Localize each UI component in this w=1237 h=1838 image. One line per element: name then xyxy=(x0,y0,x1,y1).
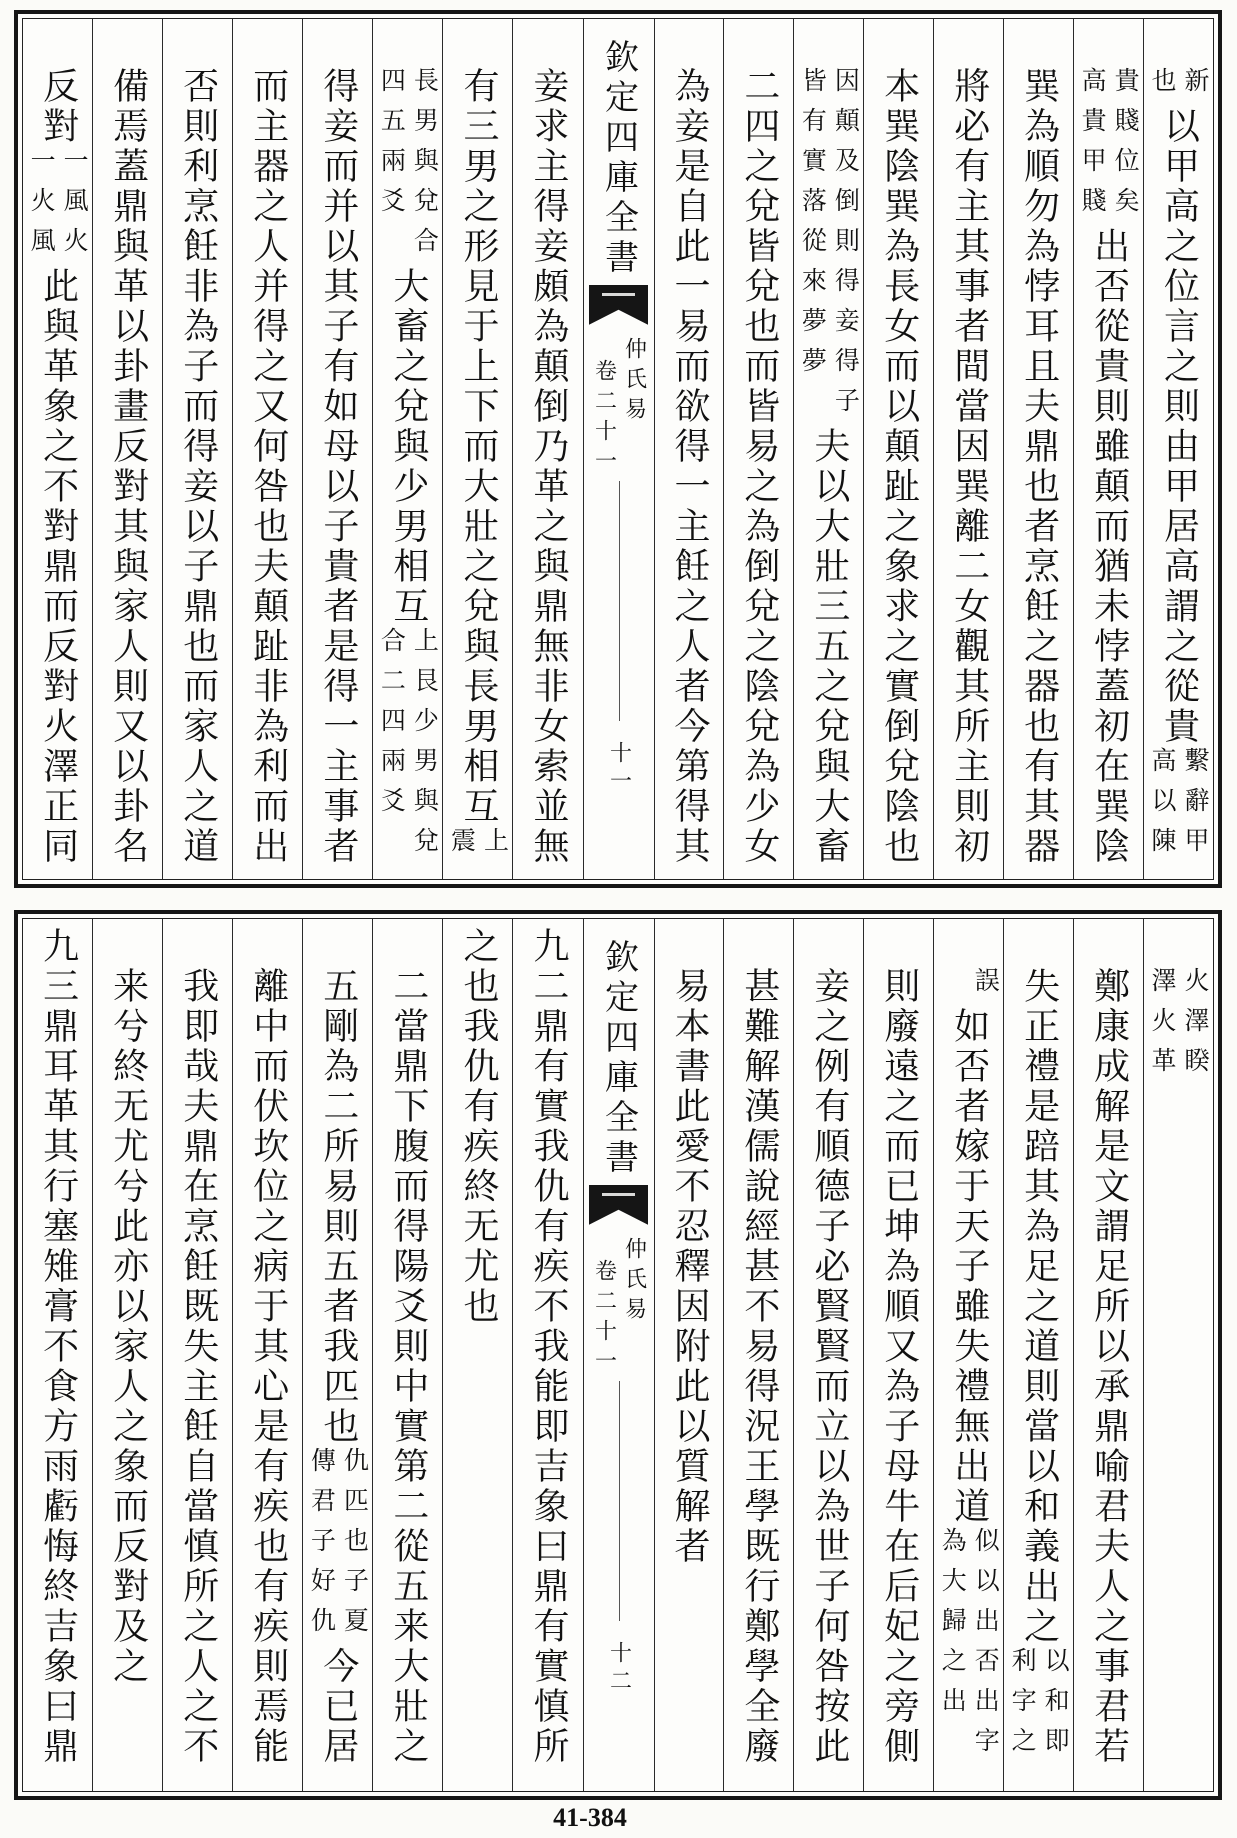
interlinear-note xyxy=(377,627,438,867)
page-number: 41-384 xyxy=(553,1803,627,1832)
text-column xyxy=(302,919,372,1791)
interlinear-note xyxy=(1078,67,1139,227)
center-rule xyxy=(619,1381,620,1621)
text-column xyxy=(933,19,1003,879)
commentary-text: 巽為順勿為悖耳且夫鼎也者烹飪之器也有其器 xyxy=(1018,67,1060,867)
note-line: 皆有實落從來夢夢 xyxy=(798,67,828,387)
note-line: 為大歸之出 xyxy=(938,1527,968,1727)
commentary-text: 此與革象之不對鼎而反對火澤正同 xyxy=(37,267,79,867)
commentary-text: 離中而伏坎位之病于其心是有疾也有疾則焉能 xyxy=(247,967,289,1767)
text-column xyxy=(793,19,863,879)
interlinear-note xyxy=(1148,967,1209,1087)
volume-label: 卷二十一 xyxy=(591,1259,617,1379)
note-line: 誤 xyxy=(971,967,1001,1007)
text-column xyxy=(232,919,302,1791)
commentary-text: 妾求主得妾頗為顛倒乃革之與鼎無非女索並無 xyxy=(528,67,569,867)
note-line: 繫辭甲 xyxy=(1181,747,1211,867)
commentary-text: 来兮終无尤兮此亦以家人之象而反對及之 xyxy=(107,967,149,1687)
note-line: 高貴甲賤 xyxy=(1078,67,1108,227)
center-margin xyxy=(583,919,654,1791)
center-margin xyxy=(583,19,654,879)
text-column xyxy=(723,19,793,879)
note-line: 似以出否出字 xyxy=(971,1527,1001,1767)
text-column xyxy=(863,919,933,1791)
text-column xyxy=(1073,19,1143,879)
text-column xyxy=(793,919,863,1791)
note-line: 因顛及倒則得妾得子 xyxy=(831,67,861,427)
scripture-text: 九三鼎耳革其行塞雉膏不食方雨虧悔終吉象曰鼎 xyxy=(37,927,79,1767)
commentary-text: 如否者嫁于天子雖失禮無出道 xyxy=(948,1007,990,1527)
commentary-text: 甚難解漢儒說經甚不易得況王學既行鄭學全廢 xyxy=(738,967,780,1767)
interlinear-note xyxy=(938,1527,999,1767)
text-column xyxy=(1143,919,1213,1791)
commentary-text: 備焉蓋鼎與革以卦畫反對其與家人則又以卦名 xyxy=(107,67,149,867)
text-column xyxy=(863,19,933,879)
commentary-text: 大畜之兌與少男相互 xyxy=(387,267,429,627)
note-line: 上艮少男與兌 xyxy=(410,627,440,867)
commentary-text: 二當鼎下腹而得陽爻則中實第二從五来大壯之 xyxy=(387,967,429,1767)
text-column xyxy=(933,919,1003,1791)
text-column xyxy=(23,19,92,879)
note-line: 利字之 xyxy=(1008,1647,1038,1767)
note-line: 高以陳 xyxy=(1148,747,1178,867)
commentary-text: 得妾而并以其子有如母以子貴者是得一主事者 xyxy=(317,67,359,867)
commentary-text: 我即哉夫鼎在烹飪既失主飪自當慎所之人之不 xyxy=(177,967,219,1767)
work-title: 仲氏易 xyxy=(621,1237,647,1327)
text-column xyxy=(723,919,793,1791)
text-column xyxy=(1143,19,1213,879)
commentary-text: 二四之兌皆兌也而皆易之為倒兌之陰兌為少女 xyxy=(738,67,780,867)
book-title: 欽定四庫全書 xyxy=(598,39,639,279)
commentary-text: 反對 xyxy=(37,67,79,147)
text-column xyxy=(162,919,232,1791)
interlinear-note xyxy=(447,827,508,867)
text-column xyxy=(162,19,232,879)
commentary-text: 易本書此愛不忍釋因附此以質解者 xyxy=(668,967,710,1567)
text-column xyxy=(442,19,512,879)
folio-number: 十一 xyxy=(606,741,632,797)
commentary-text: 將必有主其事者間當因巽離二女觀其所主則初 xyxy=(948,67,990,867)
text-column xyxy=(1073,919,1143,1791)
left-half-columns xyxy=(23,19,583,879)
note-line: 上 xyxy=(480,827,510,867)
note-line: 澤火革 xyxy=(1148,967,1178,1087)
right-half-columns xyxy=(653,19,1213,879)
running-title xyxy=(591,1237,647,1379)
note-line: 火澤睽 xyxy=(1181,967,1211,1087)
commentary-text: 五剛為二所易則五者我匹也 xyxy=(317,967,359,1447)
commentary-text: 夫以大壯三五之兌與大畜 xyxy=(808,427,850,867)
text-column xyxy=(92,19,162,879)
text-column xyxy=(442,919,512,1791)
fishtail-mark xyxy=(589,1185,649,1225)
commentary-text: 否則利烹飪非為子而得妾以子鼎也而家人之道 xyxy=(177,67,219,867)
text-column xyxy=(654,19,724,879)
center-rule xyxy=(619,481,620,721)
text-column xyxy=(232,19,302,879)
running-title xyxy=(591,337,647,479)
interlinear-note xyxy=(938,967,999,1007)
text-column xyxy=(512,19,582,879)
text-column xyxy=(512,919,582,1791)
note-line: 一火風 xyxy=(27,147,57,267)
text-column xyxy=(23,919,92,1791)
commentary-text: 以甲高之位言之則由甲居高謂之從貴 xyxy=(1158,107,1200,747)
folio-upper xyxy=(14,10,1222,888)
note-line: 仇匹也子夏 xyxy=(340,1447,370,1647)
note-line: 新 xyxy=(1181,67,1211,107)
commentary-text: 今已居 xyxy=(317,1647,359,1767)
note-line: 合二四兩爻 xyxy=(377,627,407,827)
folio-number: 十二 xyxy=(606,1641,632,1697)
text-column xyxy=(654,919,724,1791)
note-line: 一風火 xyxy=(60,147,90,267)
note-line: 以和即 xyxy=(1041,1647,1071,1767)
note-line: 長男與兌合 xyxy=(410,67,440,267)
text-column xyxy=(372,919,442,1791)
commentary-text: 出否從貴則雖顛而猶未悖蓋初在巽陰 xyxy=(1088,227,1130,867)
volume-label: 卷二十一 xyxy=(591,359,617,479)
note-line: 貴賤位矣 xyxy=(1111,67,1141,227)
interlinear-note xyxy=(798,67,859,427)
text-frame xyxy=(22,918,1214,1792)
interlinear-note xyxy=(1148,67,1209,107)
commentary-text: 為妾是自此一易而欲得一主飪之人者今第得其 xyxy=(668,67,710,867)
scripture-text: 之也我仇有疾終无尤也 xyxy=(457,927,499,1327)
interlinear-note xyxy=(307,1447,368,1647)
folio-lower xyxy=(14,910,1222,1800)
note-line: 也 xyxy=(1148,67,1178,107)
work-title: 仲氏易 xyxy=(621,337,647,427)
note-line: 傳君子好仇 xyxy=(307,1447,337,1647)
commentary-text: 有三男之形見于上下而大壯之兌與長男相互 xyxy=(457,67,499,827)
note-line: 震 xyxy=(447,827,477,867)
commentary-text: 鄭康成解是文謂足所以承鼎喻君夫人之事君若 xyxy=(1088,967,1130,1767)
commentary-text: 失正禮是踣其為足之道則當以和義出之 xyxy=(1018,967,1060,1647)
interlinear-note xyxy=(27,147,88,267)
interlinear-note xyxy=(377,67,438,267)
fishtail-mark xyxy=(589,285,649,325)
fishtail-highlight xyxy=(602,293,636,296)
note-line: 四五兩爻 xyxy=(377,67,407,227)
commentary-text: 本巽陰巽為長女而以顛趾之象求之實倒兌陰也 xyxy=(878,67,920,867)
text-column xyxy=(1003,919,1073,1791)
text-column xyxy=(1003,19,1073,879)
commentary-text: 妾之例有順德子必賢賢而立以為世子何咎按此 xyxy=(808,967,850,1767)
text-column xyxy=(92,919,162,1791)
interlinear-note xyxy=(1148,747,1209,867)
commentary-text: 而主器之人并得之又何咎也夫顛趾非為利而出 xyxy=(247,67,289,867)
book-title: 欽定四庫全書 xyxy=(598,939,639,1179)
commentary-text: 則廢遠之而已坤為順又為子母牛在后妃之旁側 xyxy=(878,967,920,1767)
text-column xyxy=(302,19,372,879)
text-column xyxy=(372,19,442,879)
fishtail-highlight xyxy=(602,1193,636,1196)
scripture-text: 九二鼎有實我仇有疾不我能即吉象曰鼎有實慎所 xyxy=(528,927,569,1767)
right-half-columns xyxy=(653,919,1213,1791)
left-half-columns xyxy=(23,919,583,1791)
text-frame xyxy=(22,18,1214,880)
interlinear-note xyxy=(1008,1647,1069,1767)
